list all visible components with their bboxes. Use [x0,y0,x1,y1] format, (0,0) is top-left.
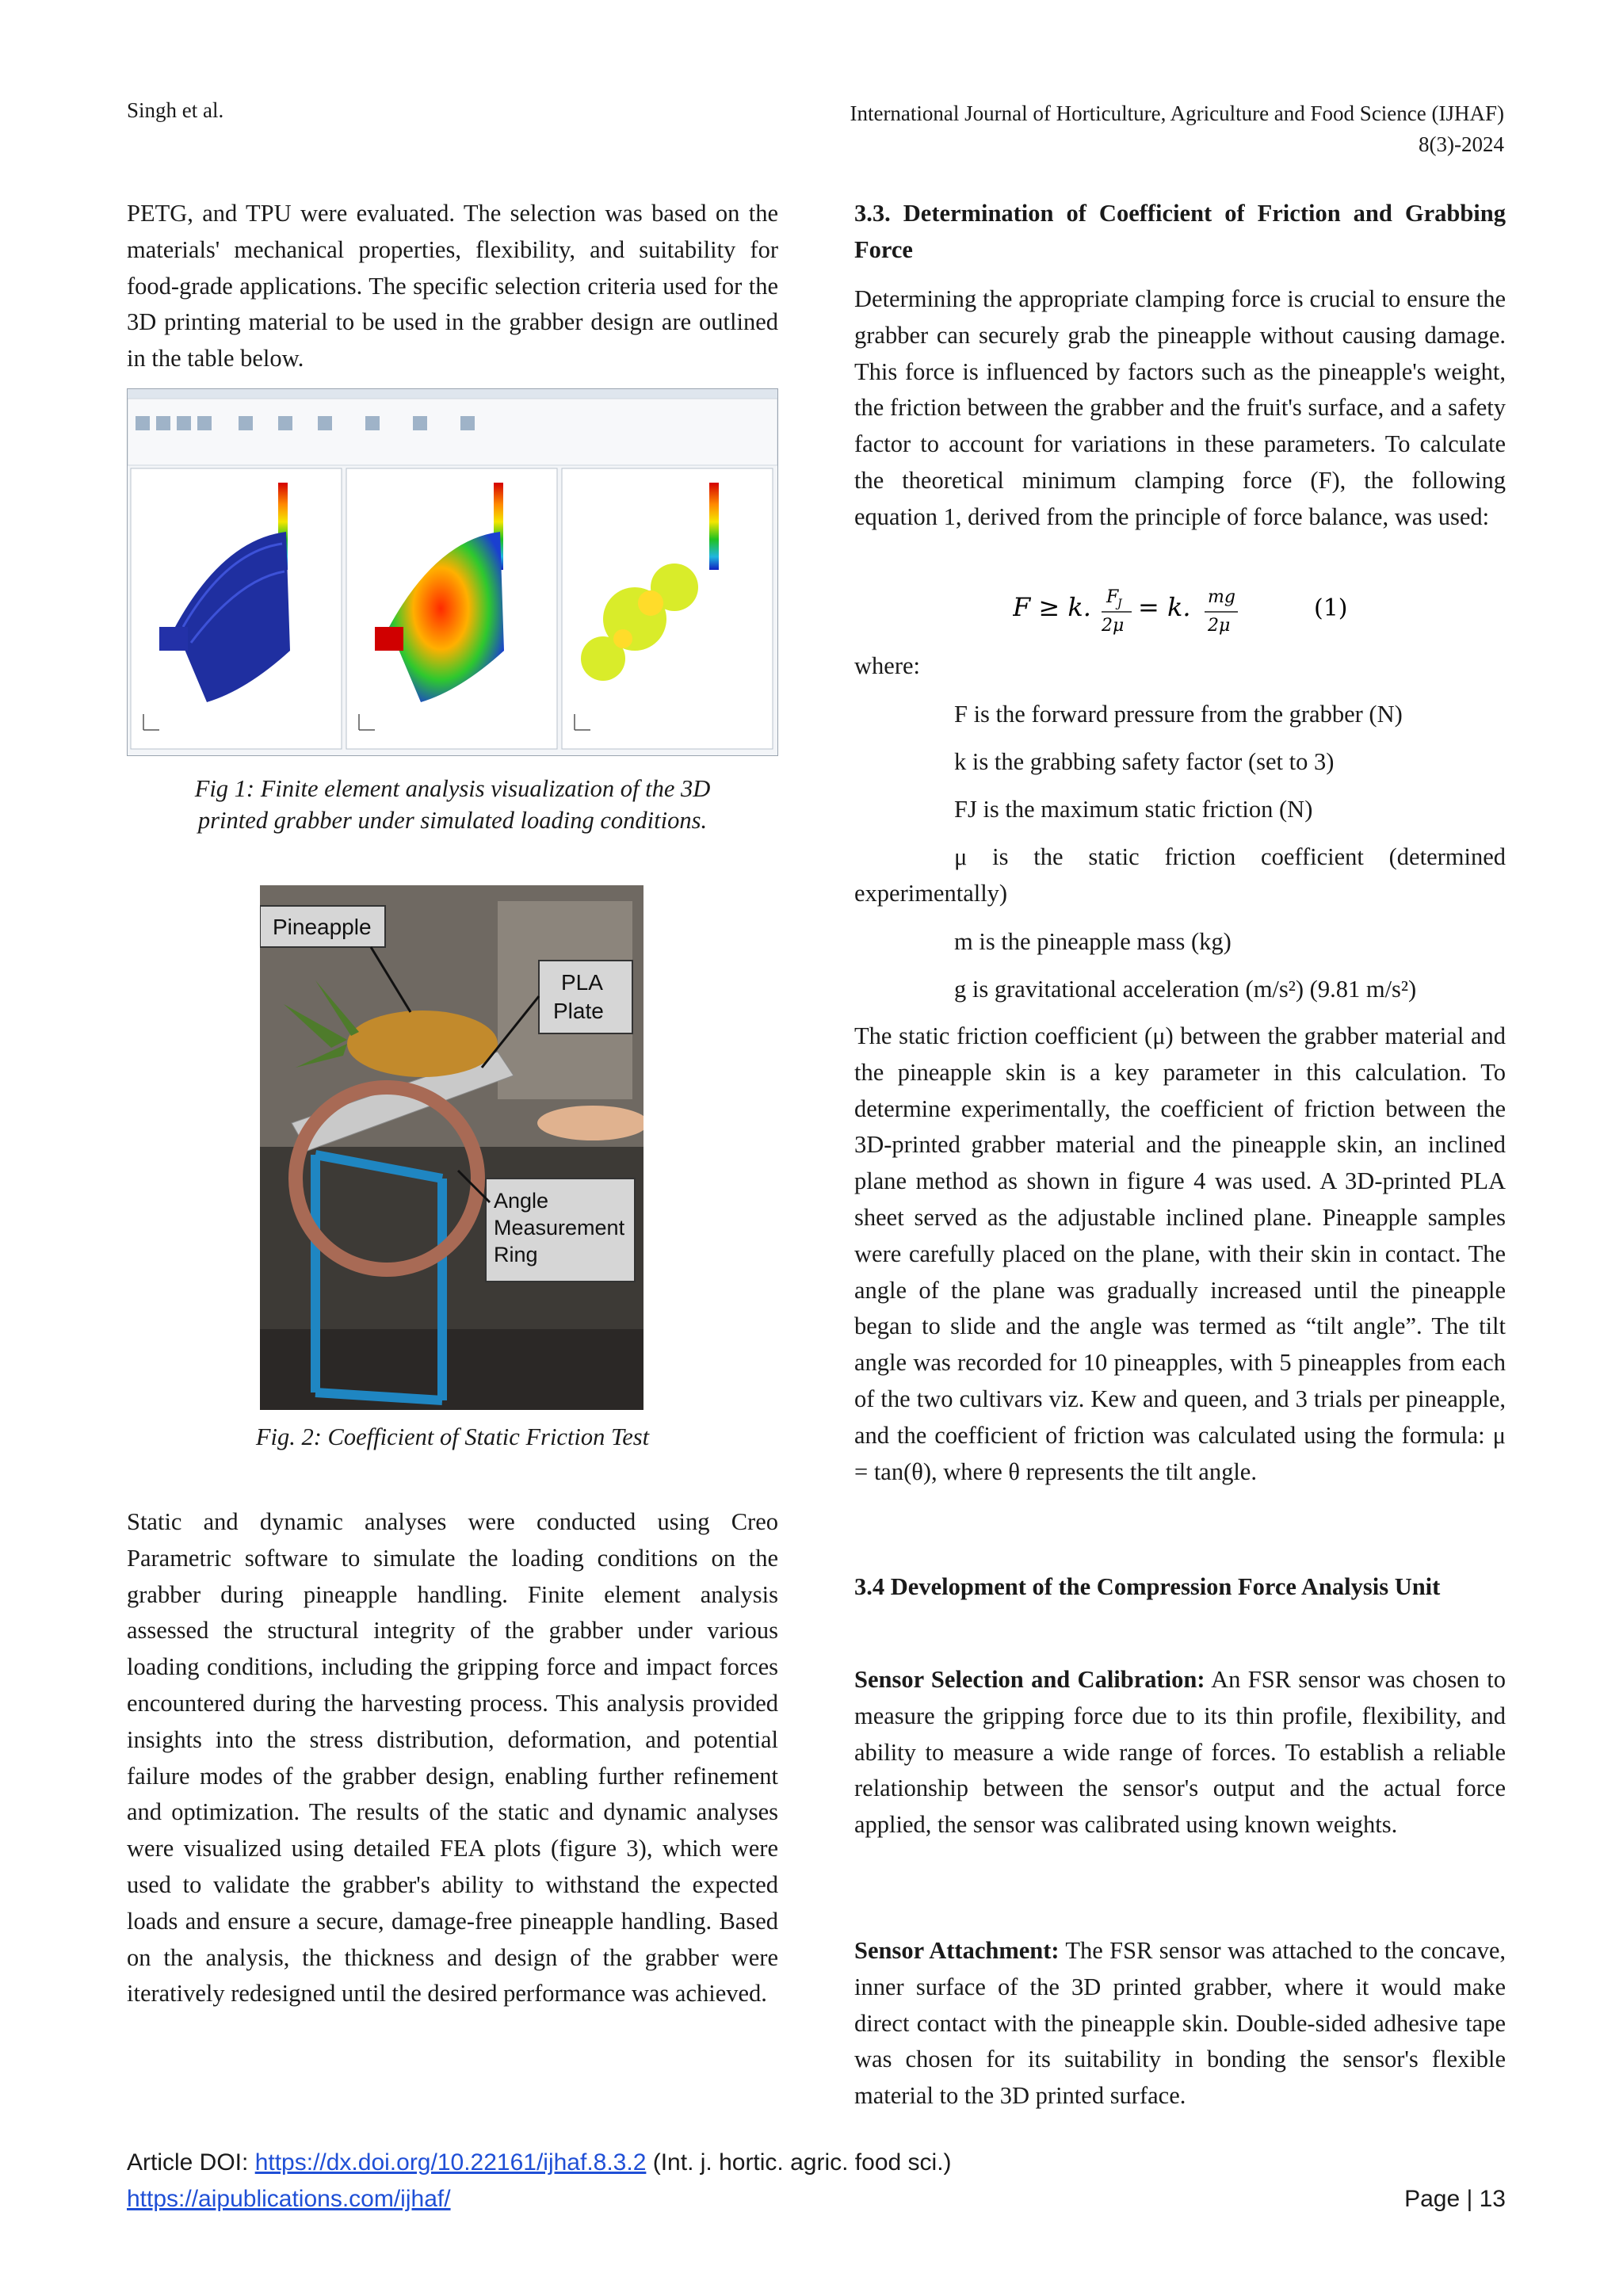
page-footer [127,2145,1506,2218]
eq-frac1-den: 2μ [1102,616,1125,636]
where-item-f: F is the forward pressure from the grabber (N) [954,701,1403,728]
where-label: where: [854,652,920,679]
label-ring-line-2: Measurement [494,1216,625,1240]
doi-suffix: (Int. j. hortic. agric. food sci.) [646,2149,952,2176]
site-line [127,2181,1506,2218]
label-pla-line-1: PLA [561,970,603,995]
where-item-g: g is gravitational acceleration (m/s²) (9.81 m/s²) [954,976,1417,1003]
journal-site-link[interactable]: https://aipublications.com/ijhaf/ [127,2186,451,2212]
figure-1-fea-screenshot [127,388,778,756]
page-number: Page | 13 [1404,2186,1506,2212]
sensor-attachment-title: Sensor Attachment: [854,1937,1060,1964]
sensor-selection-text: An FSR sensor was chosen to measure the gripping force due to its thin profile, flexibility, and ability to measure a wide range of forces. To establish a reliable relationship between the sensor's output and the actual force applied, the sensor was calibrated using known weights. [854,1666,1506,1839]
eq-lhs: F ≥ k. [1013,592,1091,622]
section-3-3-heading: 3.3. Determination of Coefficient of Friction and Grabbing Force [854,200,1506,263]
figure-2-friction-test-photo [260,885,643,1410]
eq-frac2-den: 2μ [1208,616,1231,636]
journal-issue: 8(3)-2024 [1419,132,1504,156]
figure-1-caption-line-1: Fig 1: Finite element analysis visualization of the 3D [194,775,711,802]
where-item-mu: μ is the static friction coefficient (determined experimentally) [854,843,1506,907]
friction-test-illustration [260,885,643,1410]
eq-mid: = k. [1138,592,1191,622]
equation-1 [1013,580,1504,636]
label-pla-line-2: Plate [553,999,604,1023]
left-column-intro [127,196,778,377]
where-item-m: m is the pineapple mass (kg) [954,928,1232,955]
figure-1-caption-line-2: printed grabber under simulated loading conditions. [197,807,708,834]
where-item-fj: FJ is the maximum static friction (N) [954,796,1313,823]
sensor-selection-title: Sensor Selection and Calibration: [854,1666,1205,1693]
doi-link[interactable]: https://dx.doi.org/10.22161/ijhaf.8.3.2 [254,2149,647,2176]
equation-1-render [1013,580,1504,636]
sensor-attachment-paragraph [854,1933,1506,2115]
label-pineapple: Pineapple [273,915,372,939]
label-ring-line-1: Angle [494,1189,549,1213]
section-3-4-heading: 3.4 Development of the Compression Force Analysis Unit [854,1573,1441,1600]
journal-title: International Journal of Horticulture, Agriculture and Food Science (IJHAF) [850,101,1504,125]
fea-visualization [128,389,777,755]
running-header-authors: Singh et al. [127,98,224,122]
running-header-journal [850,98,1504,160]
friction-coefficient-paragraph: The static friction coefficient (μ) between the grabber material and the pineapple skin is a key parameter in this calculation. To determine experimentally, the coefficient of friction between the 3D-printed grabber material and the pineapple skin, an inclined plane method as shown in figure 4 was used. A 3D-printed PLA sheet served as the adjustable inclined plane. Pineapple samples were carefully placed on the plane, with their skin in contact. The angle of the plane was gradually increased until the pineapple began to slide and the angle was termed as “tilt angle”. The tilt angle was recorded for 10 pineapples, with 5 pineapples from each of the two cultivars viz. Kew and queen, and 3 trials per pineapple, and the coefficient of friction was calculated using the formula: μ = tan(θ), where θ represents the tilt angle. [854,1022,1506,1485]
doi-label: Article DOI: [127,2149,255,2176]
intro-paragraph: PETG, and TPU were evaluated. The selection was based on the materials' mechanical properties, flexibility, and suitability for food-grade applications. The specific selection criteria used for the 3D printing material to be used in the grabber design are outlined in the table below. [127,200,778,372]
clamping-force-paragraph: Determining the appropriate clamping force is crucial to ensure the grabber can securely grab the pineapple without causing damage. This force is influenced by factors such as the pineapple's weight, the friction between the grabber and the fruit's surface, and a safety factor to account for variations in these parameters. To calculate the theoretical minimum clamping force (F), the following equation 1, derived from the principle of force balance, was used: [854,285,1506,530]
sensor-selection-paragraph [854,1662,1506,1843]
eq-frac1-sub: J [1117,598,1122,610]
eq-frac1-num: F [1106,587,1119,607]
eq-frac2-num: mg [1208,587,1235,607]
where-item-k: k is the grabbing safety factor (set to 3) [954,748,1335,775]
label-ring-line-3: Ring [494,1243,538,1266]
sensor-attachment-text: The FSR sensor was attached to the concave, inner surface of the 3D printed grabber, where it would make direct contact with the pineapple skin. Double-sided adhesive tape was chosen for its suitability in bonding the sensor's flexible material to the 3D printed surface. [854,1937,1507,2110]
figure-1-caption [127,773,778,836]
eq-number: (1) [1314,594,1348,622]
figure-2-caption: Fig. 2: Coefficient of Static Friction Test [255,1423,650,1450]
doi-line [127,2145,1506,2181]
left-body-paragraph: Static and dynamic analyses were conducted using Creo Parametric software to simulate the loading conditions on the grabber during pineapple handling. Finite element analysis assessed the structural integrity of the grabber under various loading conditions, including the gripping force and impact forces encountered during the harvesting process. This analysis provided insights into the stress distribution, deformation, and potential failure modes of the grabber design, enabling further refinement and optimization. The results of the static and dynamic analyses were visualized using detailed FEA plots (figure 3), which were used to validate the grabber's ability to withstand the expected loads and ensure a secure, damage-free pineapple handling. Based on the analysis, the thickness and design of the grabber were iteratively redesigned until the desired performance was achieved. [127,1508,778,2008]
